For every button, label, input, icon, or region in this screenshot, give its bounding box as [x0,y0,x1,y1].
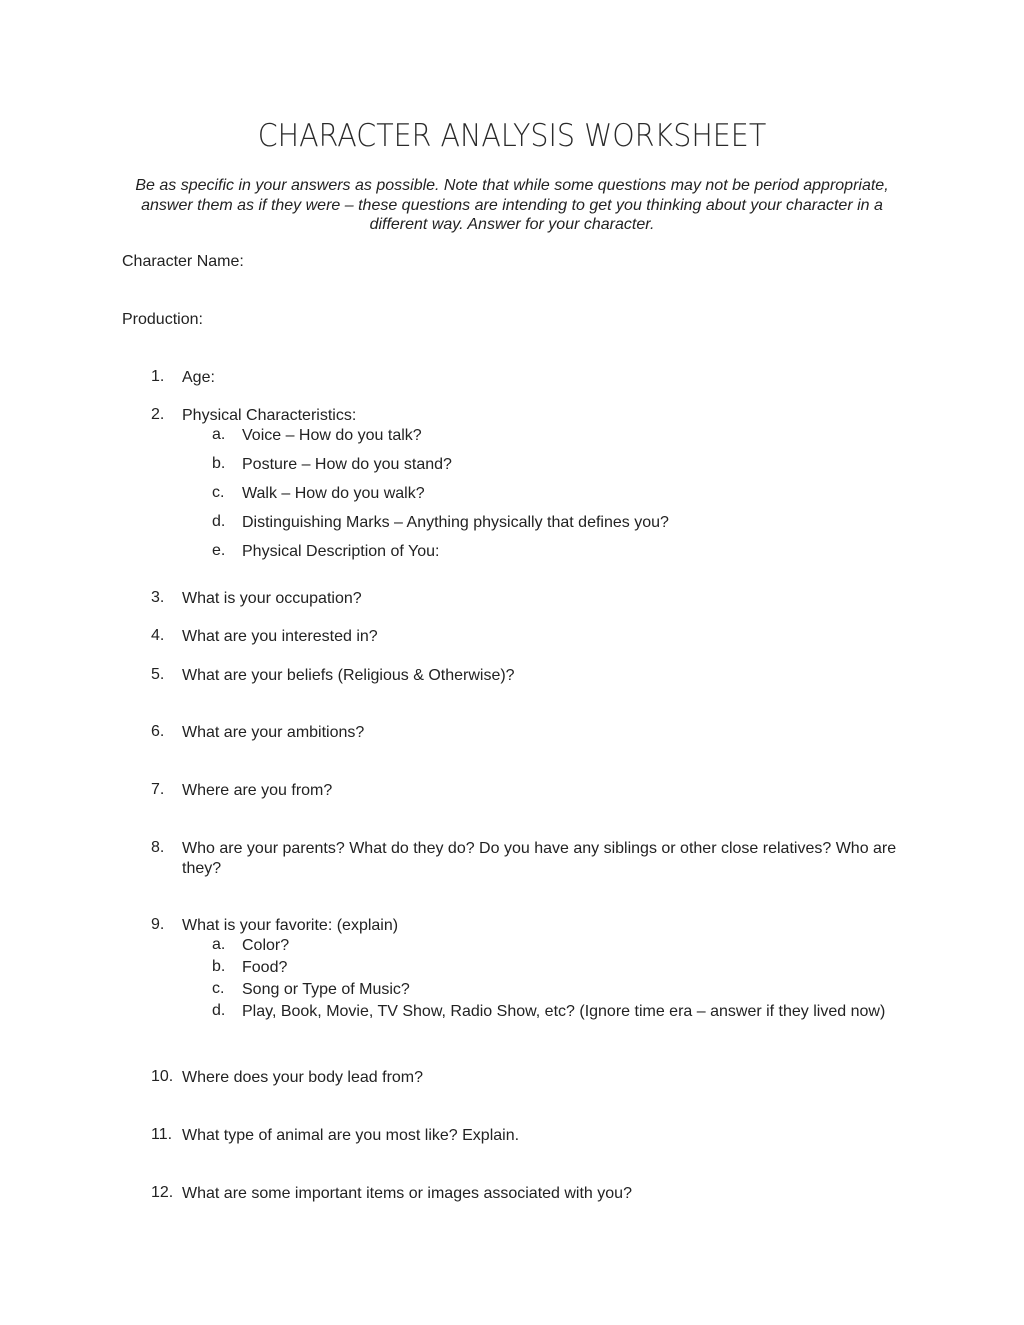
sub-question-letter: d. [212,513,226,530]
sub-question-letter: c. [212,980,225,997]
question-number: 2. [151,406,165,423]
question-text: What are some important items or images associated with you? [182,1185,632,1202]
question-text: What is your favorite: (explain) [182,917,399,934]
question-number: 10. [151,1068,174,1085]
sub-question-letter: b. [212,455,226,472]
sub-question-text: Posture – How do you stand? [242,456,452,473]
question-text: Age: [182,369,215,386]
sub-question-letter: a. [212,426,226,443]
question-number: 5. [151,666,165,683]
sub-question-letter: d. [212,1002,226,1019]
sub-question-text: Physical Description of You: [242,543,440,560]
sub-question-letter: b. [212,958,226,975]
question-text: Who are your parents? What do they do? Do you have any siblings or other close relatives? Who are they? [182,840,897,877]
sub-question-text: Food? [242,959,288,976]
sub-question-text: Color? [242,937,290,954]
sub-question-text: Walk – How do you walk? [242,485,425,502]
sub-question-text: Voice – How do you talk? [242,427,422,444]
sub-question-text: Distinguishing Marks – Anything physically that defines you? [242,514,669,531]
question-number: 12. [151,1184,174,1201]
question-text: What are you interested in? [182,628,378,645]
production-label: Production: [122,311,203,328]
question-number: 8. [151,839,165,856]
instructions-text: Be as specific in your answers as possible. Note that while some questions may not be period appropriate, answer them as if they were – these questions are intending to get you thinking about your character in a different way. Answer for your character. [135,177,889,233]
page-title: CHARACTER ANALYSIS WORKSHEET [257,118,767,154]
sub-question-letter: e. [212,542,226,559]
question-text: What are your beliefs (Religious & Otherwise)? [182,667,515,684]
sub-question-letter: a. [212,936,226,953]
question-text: Where does your body lead from? [182,1069,424,1086]
question-text: Where are you from? [182,782,333,799]
question-number: 4. [151,627,165,644]
question-number: 11. [151,1126,173,1143]
question-text: What is your occupation? [182,590,362,607]
question-number: 1. [151,368,165,385]
question-number: 9. [151,916,165,933]
question-number: 3. [151,589,165,606]
character-name-label: Character Name: [122,253,244,270]
question-text: What type of animal are you most like? Explain. [182,1127,520,1144]
question-number: 6. [151,723,165,740]
question-text: Physical Characteristics: [182,407,357,424]
sub-question-text: Song or Type of Music? [242,981,410,998]
question-text: What are your ambitions? [182,724,365,741]
sub-question-letter: c. [212,484,225,501]
question-number: 7. [151,781,165,798]
sub-question-text: Play, Book, Movie, TV Show, Radio Show, etc? (Ignore time era – answer if they lived now) [242,1003,886,1020]
